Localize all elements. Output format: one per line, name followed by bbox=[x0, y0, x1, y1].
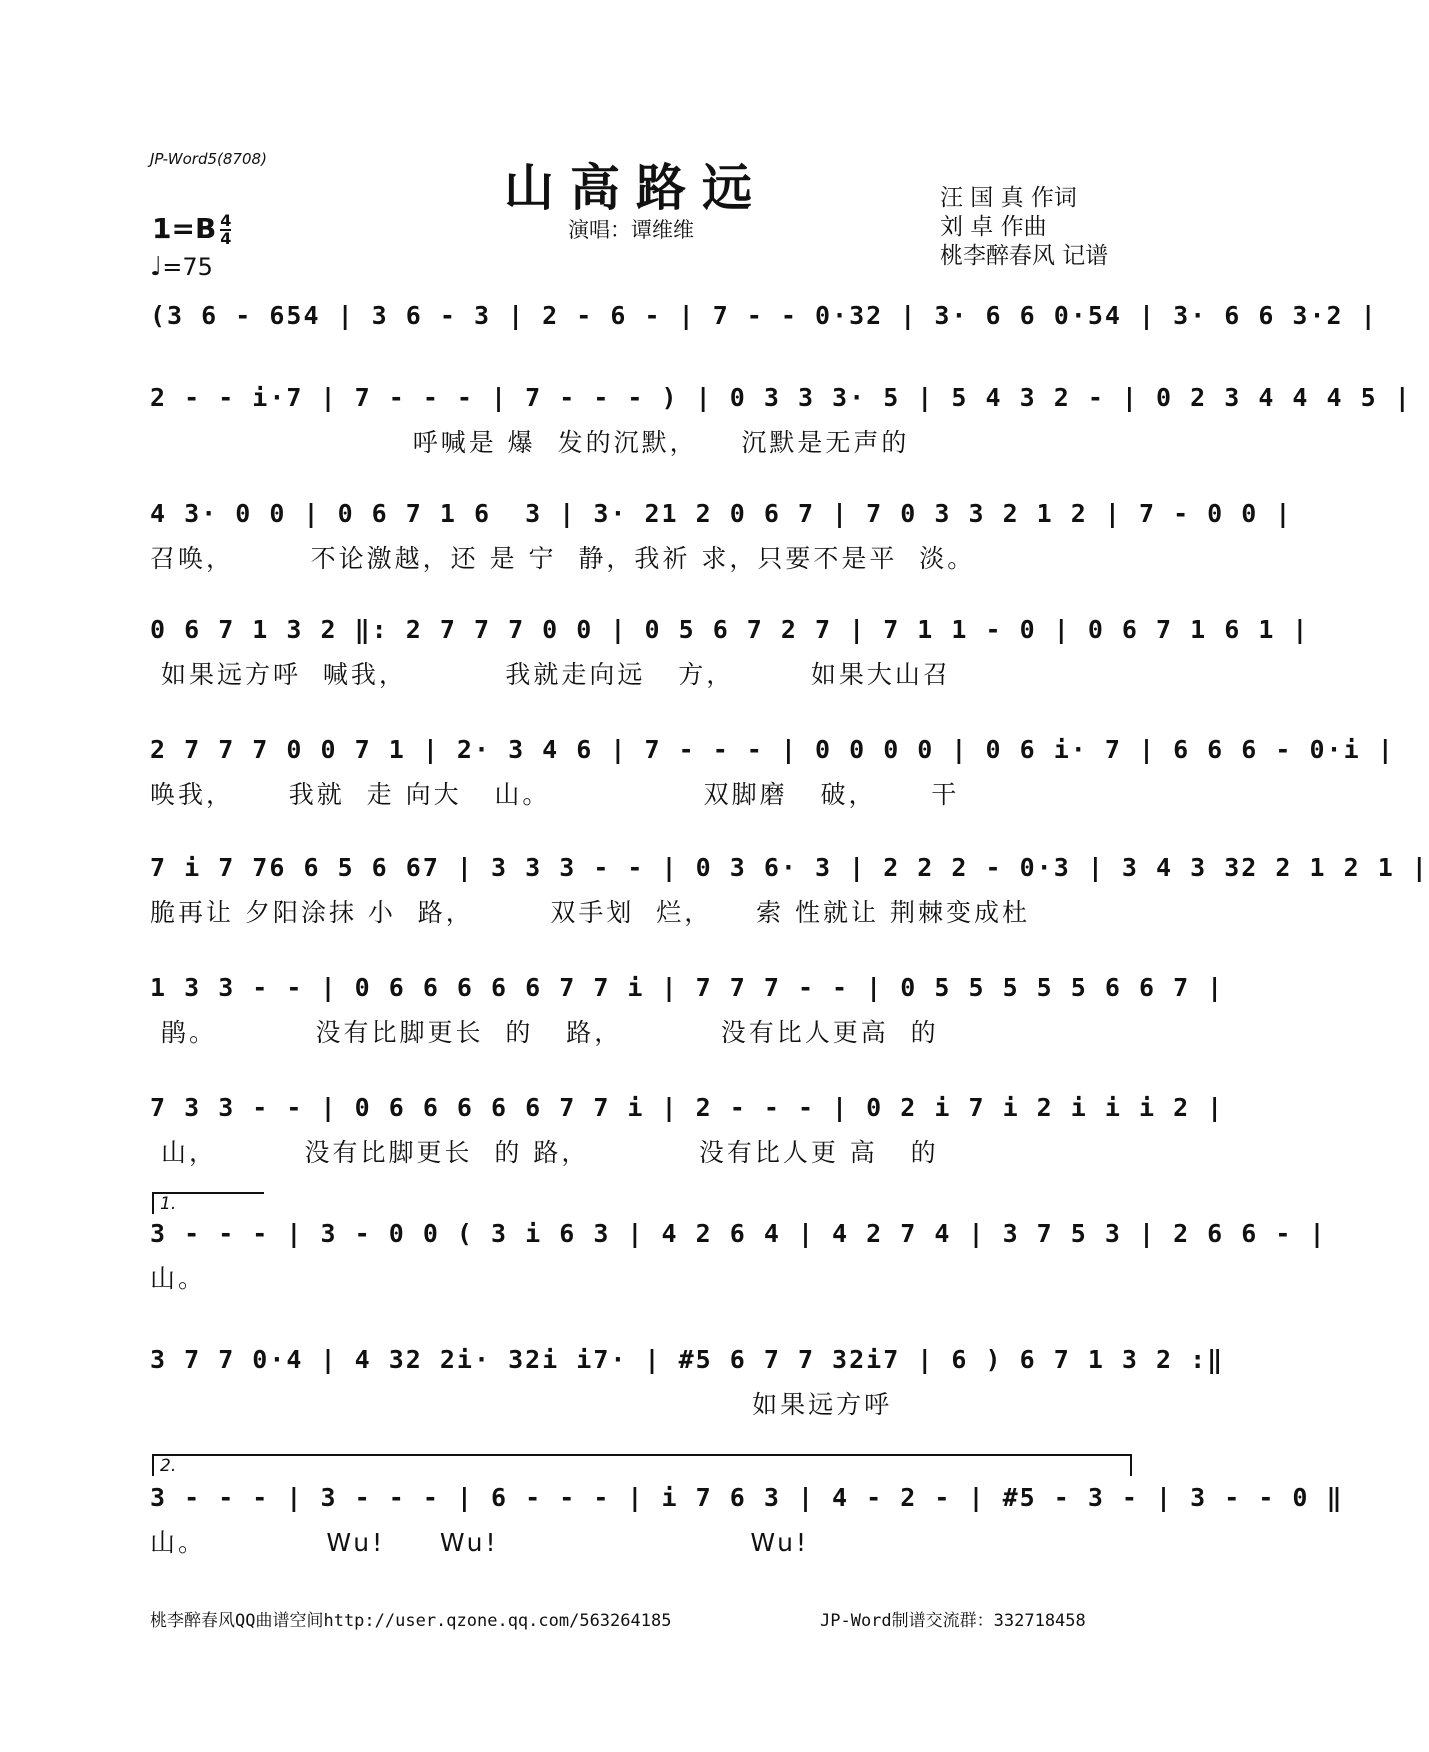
tempo-value: =75 bbox=[162, 253, 213, 281]
tempo-marking bbox=[150, 252, 213, 282]
transcriber-credit: 桃李醉春风 记谱 bbox=[940, 243, 1109, 269]
staff-lyrics: 呼喊是 爆 发的沉默， 沉默是无声的 bbox=[150, 428, 910, 457]
page-title: 山高路远 bbox=[504, 158, 768, 217]
staff-system bbox=[150, 972, 1225, 1050]
staff-lyrics bbox=[150, 344, 1128, 378]
staff-notes: 3 7 7 0·4 | 4 32 2i· 32i i7· | #5 6 7 7 32i7 | 6 ) 6 7 1 3 2 :‖ bbox=[150, 1345, 1225, 1374]
quarter-note-icon: ♩ bbox=[150, 252, 163, 282]
singer-credit: 演唱：谭维维 bbox=[568, 218, 694, 242]
key-signature bbox=[152, 212, 231, 247]
staff-notes: 7 i 7 76 6 5 6 67 | 3 3 3 - - | 0 3 6· 3 | 2 2 2 - 0·3 | 3 4 3 32 2 1 2 1 | bbox=[150, 853, 1429, 882]
staff-lyrics: 山。 Wu! Wu! Wu! bbox=[150, 1528, 810, 1557]
volta-1-label: 1. bbox=[160, 1194, 177, 1214]
staff-lyrics: 脆再让 夕阳涂抹 小 路， 双手划 烂， 索 性就让 荆棘变成杜 bbox=[150, 898, 1030, 927]
app-id: JP-Word5(8708) bbox=[150, 150, 267, 168]
staff-notes: 3 - - - | 3 - 0 0 ( 3 i 6 3 | 4 2 6 4 | 4 2 7 4 | 3 7 5 3 | 2 6 6 - | bbox=[150, 1219, 1327, 1248]
staff-notes: 4 3· 0 0 | 0 6 7 1 6 3 | 3· 21 2 0 6 7 | 7 0 3 3 2 1 2 | 7 - 0 0 | bbox=[150, 499, 1293, 528]
staff-notes: 2 - - i·7 | 7 - - - | 7 - - - ) | 0 3 3 3· 5 | 5 4 3 2 - | 0 2 3 4 4 4 5 | bbox=[150, 383, 1412, 412]
volta-2-label: 2. bbox=[160, 1456, 177, 1476]
volta-2 bbox=[152, 1454, 1132, 1476]
staff-system bbox=[150, 1344, 1225, 1422]
staff-lyrics: 山， 没有比脚更长 的 路， 没有比人更 高 的 bbox=[150, 1138, 939, 1167]
staff-lyrics: 山。 bbox=[150, 1264, 207, 1293]
staff-system bbox=[150, 734, 1395, 812]
staff-notes: 7 3 3 - - | 0 6 6 6 6 6 7 7 i | 2 - - - | 0 2 i 7 i 2 i i i 2 | bbox=[150, 1093, 1225, 1122]
time-top: 4 bbox=[220, 211, 232, 230]
staff-notes: 0 6 7 1 3 2 ‖: 2 7 7 7 0 0 | 0 5 6 7 2 7 | 7 1 1 - 0 | 0 6 7 1 6 1 | bbox=[150, 615, 1310, 644]
time-signature bbox=[220, 213, 231, 247]
staff-system bbox=[150, 614, 1310, 692]
key-label: 1=B bbox=[152, 212, 217, 245]
composer-credit: 刘 卓 作曲 bbox=[940, 214, 1047, 240]
staff-system bbox=[150, 1092, 1225, 1170]
staff-notes: 1 3 3 - - | 0 6 6 6 6 6 7 7 i | 7 7 7 - - | 0 5 5 5 5 5 6 6 7 | bbox=[150, 973, 1225, 1002]
staff-system bbox=[150, 852, 1429, 930]
lyricist-credit: 汪 国 真 作词 bbox=[940, 185, 1077, 211]
credits-block bbox=[940, 184, 1108, 271]
staff-lyrics: 召唤， 不论激越，还 是 宁 静，我祈 求，只要不是平 淡。 bbox=[150, 544, 976, 573]
footer-right: JP-Word制谱交流群：332718458 bbox=[820, 1611, 1086, 1631]
staff-lyrics: 唤我， 我就 走 向大 山。 双脚磨 破， 干 bbox=[150, 780, 960, 809]
staff-system bbox=[150, 498, 1293, 576]
staff-notes: 2 7 7 7 0 0 7 1 | 2· 3 4 6 | 7 - - - | 0 0 0 0 | 0 6 i· 7 | 6 6 6 - 0·i | bbox=[150, 735, 1395, 764]
staff-system bbox=[150, 1218, 1327, 1296]
time-bottom: 4 bbox=[220, 229, 232, 248]
staff-lyrics: 鹃。 没有比脚更长 的 路， 没有比人更高 的 bbox=[150, 1018, 939, 1047]
staff-system bbox=[150, 1482, 1344, 1560]
footer-left: 桃李醉春风QQ曲谱空间http://user.qzone.qq.com/563264185 bbox=[150, 1611, 672, 1631]
staff-notes: (3 6 - 654 | 3 6 - 3 | 2 - 6 - | 7 - - 0·32 | 3· 6 6 0·54 | 3· 6 6 3·2 | bbox=[150, 301, 1378, 330]
staff-lyrics: 如果远方呼 喊我， 我就走向远 方， 如果大山召 bbox=[150, 660, 951, 689]
volta-1 bbox=[152, 1192, 264, 1214]
staff-system bbox=[150, 300, 1378, 378]
staff-system bbox=[150, 382, 1412, 460]
staff-lyrics: 如果远方呼 bbox=[150, 1390, 893, 1419]
staff-notes: 3 - - - | 3 - - - | 6 - - - | i 7 6 3 | 4 - 2 - | #5 - 3 - | 3 - - 0 ‖ bbox=[150, 1483, 1344, 1512]
